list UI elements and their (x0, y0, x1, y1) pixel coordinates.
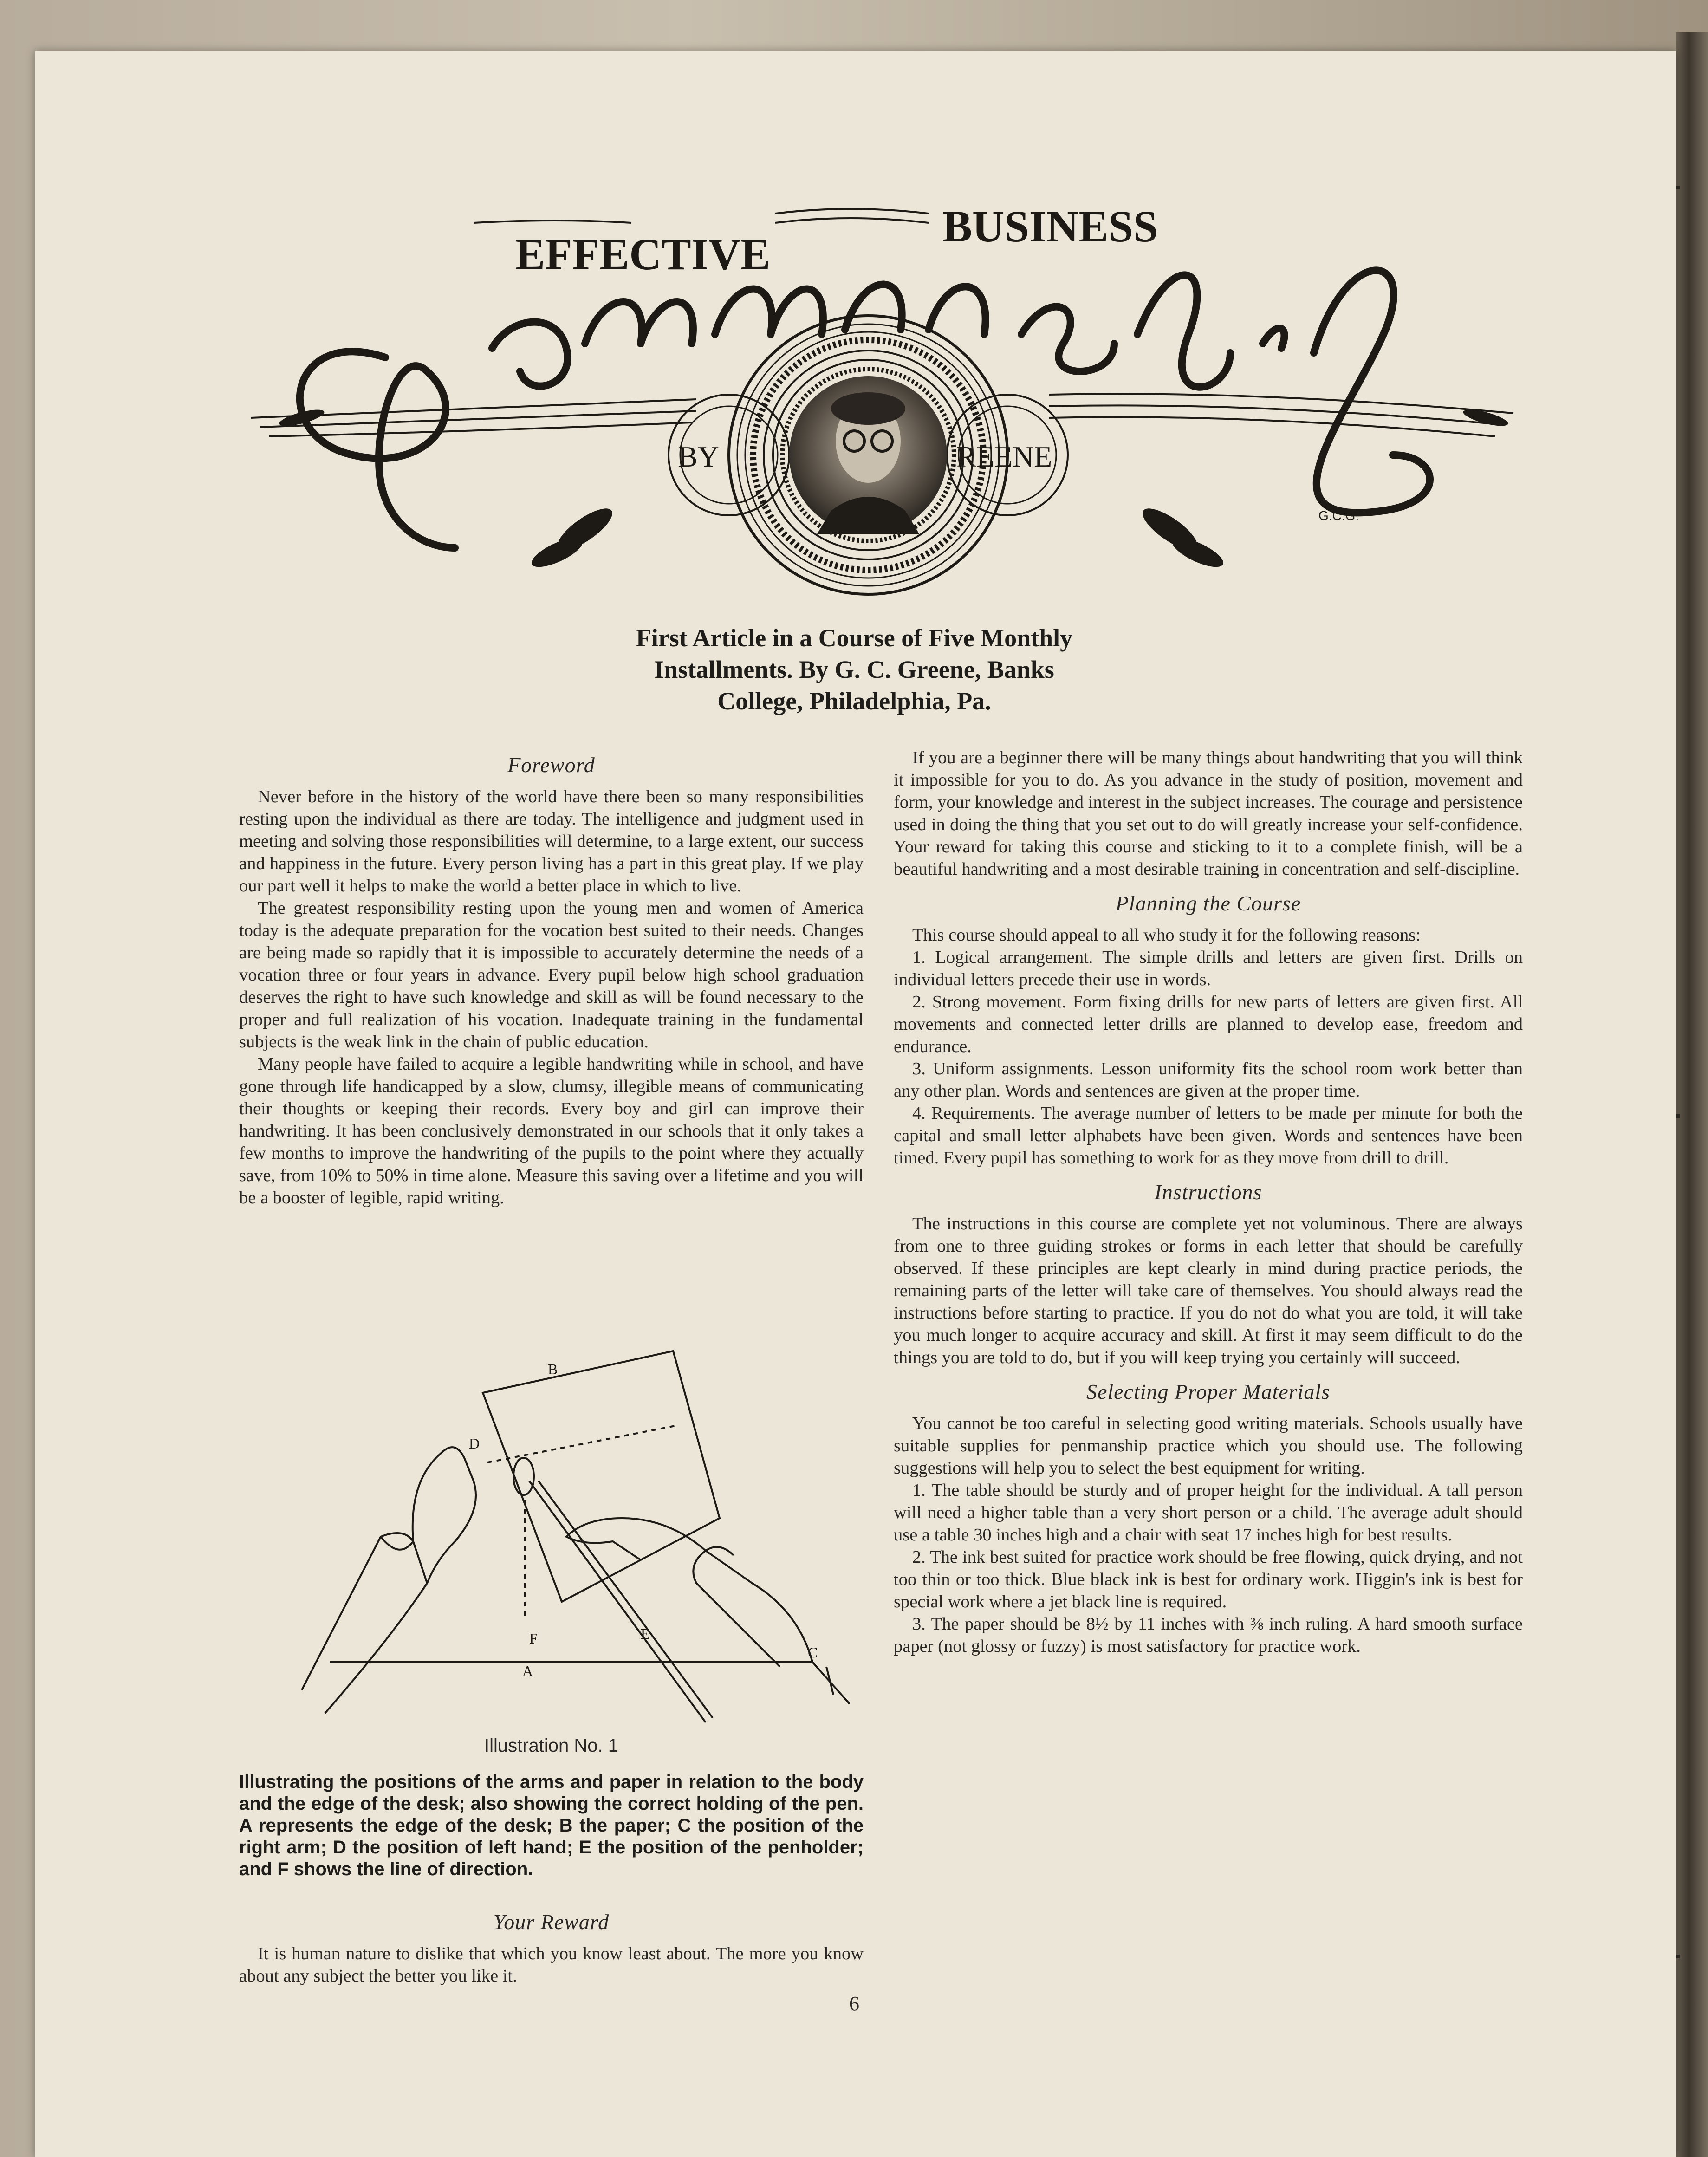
header-effective-text: EFFECTIVE (515, 229, 771, 279)
illus-label-a: A (522, 1663, 533, 1679)
page-number: 6 (849, 1992, 859, 2015)
illustration-title: Illustration No. 1 (484, 1735, 619, 1756)
list-item: 1. The table should be sturdy and of proper height for the individual. A tall person will need a higher table than a very short person or a child. The average adult should use a table 30 inches high and a chair with seat 17 inches high for best results. (894, 1481, 1523, 1545)
list-item: 4. Requirements. The average number of letters to be made per minute for both the capital and small letter alphabets have been given. Words and sentences have been timed. Every pupil has something to work for as they move from drill to drill. (894, 1104, 1523, 1168)
artist-initials: G.C.G. (1318, 508, 1359, 523)
penmanship-header-art (232, 195, 1532, 613)
instructions-heading: Instructions (1154, 1180, 1262, 1204)
illus-label-c: C (808, 1644, 818, 1661)
list-item: 1. Logical arrangement. The simple drills and letters are given first. Drills on individual letters precede their use in words. (894, 948, 1523, 989)
illus-label-f: F (529, 1630, 538, 1647)
list-item: 2. Strong movement. Form fixing drills for new parts of letters are given first. All movements and connected letter drills are planned to develop ease, freedom and endurance. (894, 992, 1523, 1056)
subtitle-line: Installments. By G. C. Greene, Banks (654, 656, 1054, 683)
left-column (239, 747, 864, 1209)
binding-edge (1676, 32, 1708, 2157)
paragraph: Many people have failed to acquire a legible handwriting while in school, and have gone through life handicapped by a slow, clumsy, illegible means of communicating their thoughts or keeping their records. Every boy and girl can improve their handwriting. It has been conclusively demonstrated in our schools that it only takes a few months to improve the handwriting of the pupils to the point where they actually save, from 10% to 50% in time alone. Measure this saving over a lifetime and you will be a booster of legible, rapid writing. (239, 1054, 864, 1208)
paragraph: Never before in the history of the world have there been so many responsibilities resting upon the individual as there are today. The intelligence and judgment used in meeting and solving those responsibilities will determine, to a large extent, our success and happiness in the future. Every person living has a part in this great play. If we play our part well it helps to make the world a better place in which to live. (239, 787, 864, 896)
header-name-text: REENE (956, 440, 1052, 473)
article-subtitle (534, 622, 1175, 717)
list-item: 3. The paper should be 8½ by 11 inches with ⅜ inch ruling. A hard smooth surface paper (not glossy or fuzzy) is most satisfactory for practice work. (894, 1614, 1523, 1656)
illustration-arms-and-paper (288, 1342, 887, 1732)
paragraph: You cannot be too careful in selecting good writing materials. Schools usually have suitable supplies for penmanship practice which you should use. The following suggestions will help you to select the best equipment for writing. (894, 1414, 1523, 1478)
foreword-heading: Foreword (507, 753, 595, 777)
right-column (894, 747, 1523, 1657)
list-item: 3. Uniform assignments. Lesson uniformity fits the school room work better than any other plan. Words and sentences are given at the proper time. (894, 1059, 1523, 1101)
subtitle-line: First Article in a Course of Five Monthly (636, 624, 1073, 652)
planning-heading: Planning the Course (1115, 891, 1301, 915)
illus-label-e: E (641, 1625, 650, 1642)
paragraph: It is human nature to dislike that which you know least about. The more you know about any subject the better you like it. (239, 1944, 864, 1986)
illus-label-b: B (548, 1361, 558, 1377)
paragraph: The instructions in this course are complete yet not voluminous. There are always from one to three guiding strokes or forms in each letter that should be carefully observed. If these principles are kept clearly in mind during practice periods, the remaining parts of the letter will take care of themselves. You should always read the instructions before starting to practice. If you do not do what you are told, it will take you much longer to acquire accuracy and skill. At first it may seem difficult to do the things you are told to do, but if you will keep trying you certainly will succeed. (894, 1214, 1523, 1367)
reward-heading: Your Reward (493, 1910, 610, 1934)
paragraph: The greatest responsibility resting upon the young men and women of America today is the adequate preparation for the vocation best suited to their needs. Changes are being made so rapidly that it is impossible to accurately determine the needs of a vocation three or four years in advance. Every pupil below high school graduation deserves the right to have such knowledge and skill as will be found necessary to the proper and full realization of his vocation. Inadequate training in the fundamental subjects is the weak link in the chain of public education. (239, 898, 864, 1052)
illus-label-d: D (469, 1435, 480, 1452)
illustration-caption: Illustrating the positions of the arms and paper in relation to the body and the edge of the desk; also showing the correct holding of the pen. A represents the edge of the desk; B the paper; C the position of the right arm; D the position of left hand; E the position of the penholder; and F shows the line of direction. (239, 1772, 864, 1879)
reward-section (239, 1904, 864, 1987)
paragraph: This course should appeal to all who study it for the following reasons: (912, 925, 1421, 945)
subtitle-line: College, Philadelphia, Pa. (717, 687, 991, 715)
header-by-text: BY (678, 440, 719, 473)
list-item: 2. The ink best suited for practice work should be free flowing, quick drying, and not too thin or too thick. Blue black ink is best for ordinary work. Higgin's ink is best for special work where a jet black line is required. (894, 1547, 1523, 1611)
materials-heading: Selecting Proper Materials (1086, 1380, 1331, 1403)
header-business-text: BUSINESS (942, 201, 1158, 251)
paragraph: If you are a beginner there will be many things about handwriting that you will think it impossible for you to do. As you advance in the study of position, movement and form, your knowledge and interest in the subject increases. The courage and persistence used in doing the thing that you set out to do will greatly increase your self-confidence. Your reward for taking this course and sticking to it to a complete finish, will be a beautiful handwriting and a most desirable training in concentration and self-discipline. (894, 748, 1523, 879)
